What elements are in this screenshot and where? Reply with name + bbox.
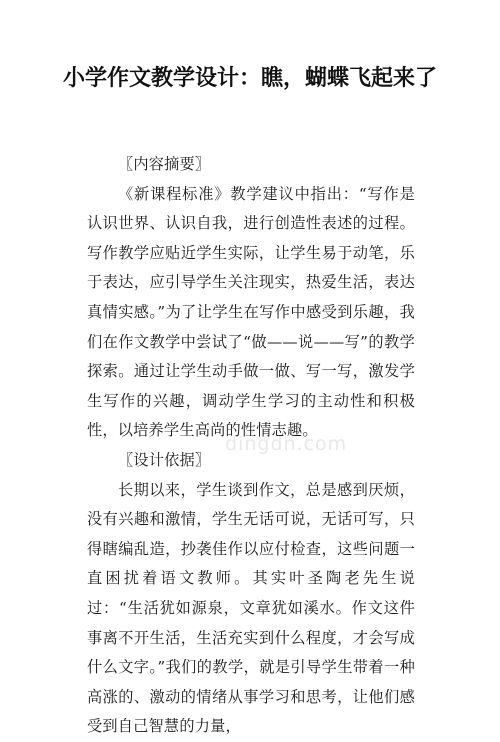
section-heading-summary: 〖内容摘要〗 xyxy=(118,155,211,173)
section-heading-basis: 〖设计依据〗 xyxy=(118,450,211,469)
summary-paragraph: 《新课程标准》教学建议中指出：“写作是认识世界、认识自我，进行创造性表述的过程。写作教学应贴近学生实际，让学生易于动笔，乐于表达，应引导学生关注现实，热爱生活，表达真情实感。”为了让学生在写作中感受到乐趣，我们在作文教学中尝试了“做——说——写”的教学探索。通过让学生动手做一做、写一写，激发学生写作的兴趣，调动学生学习的主动性和积极性，以培养学生高尚的性情志趣。 xyxy=(87,184,415,440)
basis-paragraph: 长期以来，学生谈到作文，总是感到厌烦，没有兴趣和激情，学生无话可说，无话可写，只得瞎编乱造，抄袭佳作以应付检查，这些问题一直困扰着语文教师。其实叶圣陶老先生说过：“生活犹如源泉，文章犹如溪水。作文这件事离不开生活，生活充实到什么程度，才会写成什么文字。”我们的教学，就是引导学生带着一种高涨的、激动的情绪从事学习和思考，让他们感受到自己智慧的力量， xyxy=(87,480,415,736)
document-title: 小学作文教学设计：瞧，蝴蝶飞起来了 xyxy=(62,66,437,91)
watermark-text: dingdn.com xyxy=(225,433,348,455)
